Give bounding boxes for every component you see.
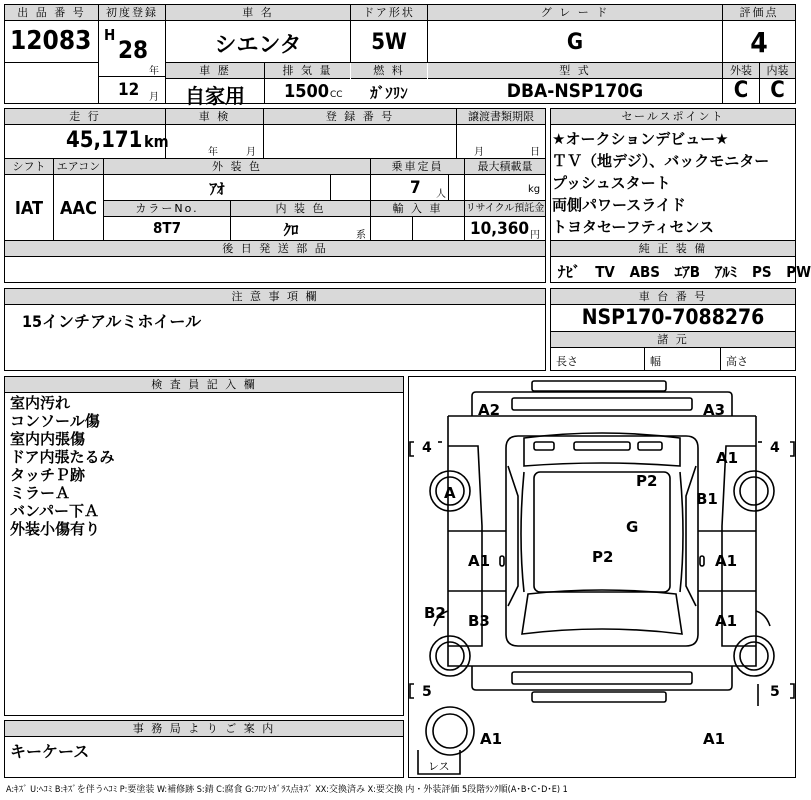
inspector-line: コンソール傷 (10, 412, 100, 430)
exterior-color-label: 外 装 色 (104, 159, 370, 175)
transfer-month: 月 (474, 147, 484, 158)
tire-rank-rear-left: 4 (422, 440, 432, 456)
inspection-month: 月 (246, 147, 256, 158)
score: 4 (750, 26, 768, 59)
inspector-line: 外装小傷有り (10, 520, 101, 538)
car-diagram (408, 376, 796, 778)
damage-label: A (444, 484, 456, 502)
fuel-label: 燃 料 (351, 63, 427, 79)
equip-item: ｴｱB (674, 263, 701, 281)
mileage: 45,171 (66, 128, 143, 153)
maxload-label: 最大積載量 (465, 159, 545, 175)
tire-rank-rear-right: 4 (770, 440, 780, 456)
damage-label: A1 (715, 552, 738, 570)
lot-label: 出 品 番 号 (5, 5, 98, 21)
sales-point: 両側パワースライド (552, 196, 686, 214)
inspector-line: タッチＰ跡 (10, 466, 86, 484)
sales-point: トヨタセーフティセンス (552, 218, 715, 236)
km-unit: km (144, 132, 169, 151)
yen-unit: 円 (530, 230, 540, 241)
damage-label: A3 (703, 401, 726, 419)
grade-label: グ レ ー ド (428, 5, 722, 21)
damage-label: A1 (716, 449, 739, 467)
chassis-label: 車 台 番 号 (551, 289, 795, 305)
capacity: 7 (410, 178, 421, 198)
width-label: 幅 (650, 355, 661, 368)
equip-item: ABS (629, 263, 661, 281)
lot-number: 12083 (10, 26, 92, 56)
sales-point: ★オークションデビュー★ (552, 130, 729, 148)
grade: G (566, 30, 584, 55)
int-grade: C (770, 78, 785, 103)
year-unit: 年 (149, 66, 159, 77)
notes-label: 注 意 事 項 欄 (5, 289, 545, 305)
damage-label: A1 (480, 730, 503, 748)
shift-label: シフト (5, 159, 53, 175)
inspector-notes (10, 394, 115, 538)
ac: AAC (60, 198, 97, 219)
import-label: 輸 入 車 (371, 201, 464, 217)
sales-label: セールスポイント (551, 109, 795, 125)
equip-item: PW (786, 263, 811, 281)
inspector-line: 室内汚れ (10, 394, 71, 412)
interior-color-label: 内 装 色 (231, 201, 370, 217)
history: 自家用 (185, 84, 245, 108)
int-label: 内装 (760, 63, 795, 79)
kg-unit: kg (528, 184, 541, 195)
damage-label: G (626, 518, 639, 536)
damage-label: P2 (592, 548, 614, 566)
inspector-line: バンパー下Ａ (10, 502, 99, 520)
transfer-day: 日 (530, 147, 540, 158)
car-name-label: 車 名 (166, 5, 350, 21)
exterior-color: ｱｵ (209, 180, 225, 198)
displacement: 1500 (284, 81, 330, 102)
history-label: 車 歴 (166, 63, 264, 79)
tire-rank-front-left: 5 (422, 684, 432, 700)
interior-color: ｸﾛ (283, 221, 299, 239)
damage-label: P2 (636, 472, 658, 490)
model: DBA-NSP170G (506, 80, 644, 102)
office-label: 事 務 局 よ り ご 案 内 (5, 721, 403, 737)
damage-label: B1 (696, 490, 718, 508)
reg-month: 12 (118, 80, 140, 100)
inspection-year: 年 (208, 147, 218, 158)
inspector-line: ドア内張たるみ (10, 448, 115, 466)
sales-point: プッシュスタート (552, 174, 671, 192)
door-type: 5W (371, 30, 407, 55)
kei-unit: 系 (356, 230, 366, 241)
ext-grade: C (733, 78, 749, 103)
equip-item: TV (595, 263, 615, 281)
recycle-label: リサイクル預託金 (465, 201, 545, 217)
fuel: ｶﾞｿﾘﾝ (370, 84, 408, 102)
door-label: ドア形状 (351, 5, 427, 21)
lens-label: レス (428, 760, 450, 773)
later-parts-label: 後 日 発 送 部 品 (5, 241, 545, 257)
inspector-line: ミラーＡ (10, 484, 71, 502)
shift: IAT (14, 198, 44, 219)
equip-label: 純 正 装 備 (551, 241, 795, 257)
month-unit: 月 (149, 92, 159, 103)
damage-label: B2 (424, 604, 446, 622)
damage-label: A1 (468, 552, 491, 570)
damage-label: B3 (468, 612, 490, 630)
inspector-label: 検 査 員 記 入 欄 (5, 377, 403, 393)
notes-text: 15インチアルミホイール (22, 312, 202, 331)
car-name: シエンタ (214, 33, 302, 58)
era: H (104, 26, 116, 44)
sales-point: ＴＶ（地デジ）、バックモニター (552, 152, 770, 170)
damage-label: A2 (478, 401, 501, 419)
recycle-fee: 10,360 (470, 219, 530, 239)
damage-label: A1 (703, 730, 726, 748)
reg-year: 28 (118, 36, 149, 64)
person-unit: 人 (436, 189, 446, 200)
inspection-label: 車 検 (166, 109, 263, 125)
model-label: 型 式 (428, 63, 722, 79)
transfer-label: 譲渡書類期限 (457, 109, 545, 125)
displacement-label: 排 気 量 (265, 63, 350, 79)
score-label: 評価点 (723, 5, 795, 21)
height-label: 高さ (726, 355, 748, 368)
equip-item: PS (751, 263, 772, 281)
equip-item: ﾅﾋﾞ (558, 263, 581, 281)
equip-item: ｱﾙﾐ (714, 263, 738, 281)
reg-number-label: 登 録 番 号 (264, 109, 456, 125)
inspector-line: 室内内張傷 (10, 430, 86, 448)
cc-unit: CC (330, 90, 343, 100)
ac-label: エアコン (54, 159, 103, 175)
mileage-label: 走 行 (5, 109, 165, 125)
tire-rank-front-right: 5 (770, 684, 780, 700)
length-label: 長さ (556, 355, 578, 368)
legend: A:ｷｽﾞ U:ﾍｺﾐ B:ｷｽﾞを伴うﾍｺﾐ P:要塗装 W:補修跡 S:錆 C:腐食 G:ﾌﾛﾝﾄｶﾞﾗｽ点ｷｽﾞ XX:交換済み X:要交換 内・外装評価 5段階ﾗﾝｸ順(A･B･C･D･E) 1 (6, 785, 568, 795)
first-reg-label: 初度登録 (99, 5, 165, 21)
capacity-label: 乗車定員 (371, 159, 464, 175)
color-no-label: カラーNo. (104, 201, 230, 217)
equipment-list (558, 261, 811, 282)
office-text: キーケース (10, 742, 90, 761)
sales-points (552, 128, 794, 238)
dims-label: 諸 元 (551, 332, 795, 348)
color-no: 8T7 (153, 219, 181, 237)
damage-label: A1 (715, 612, 738, 630)
chassis-number: NSP170-7088276 (581, 305, 765, 329)
ext-label: 外装 (723, 63, 759, 79)
